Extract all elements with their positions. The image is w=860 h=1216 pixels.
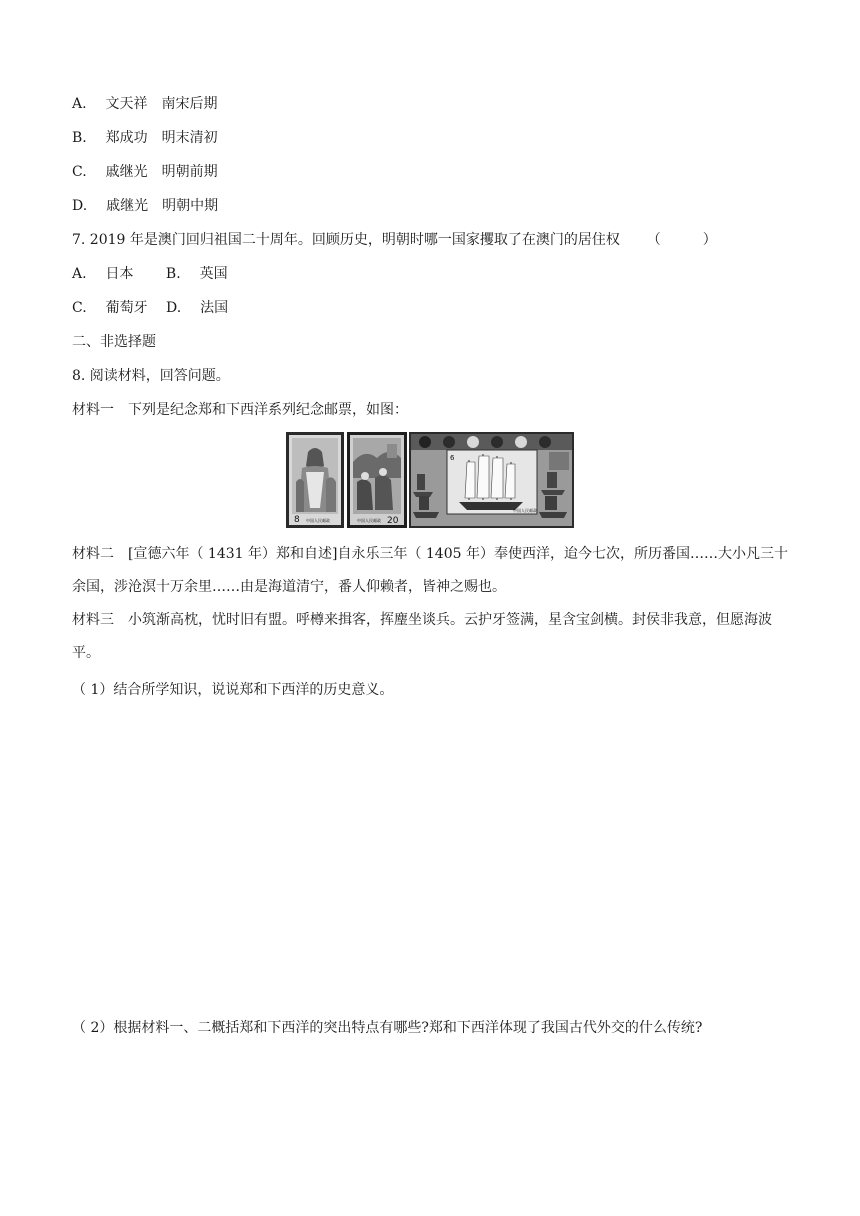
stamp-value: 6 — [450, 454, 455, 462]
option-b — [72, 128, 218, 148]
question-7-options-row-1 — [72, 264, 228, 284]
sub-question-2: （ 2）根据材料一、二概括郑和下西洋的突出特点有哪些?郑和下西洋体现了我国古代外交的什么传统? — [72, 1020, 703, 1036]
question-7-options-row-2 — [72, 298, 228, 318]
option-text: 葡萄牙 — [105, 300, 148, 316]
answer-paren: （ ） — [646, 232, 717, 248]
option-text: 戚继光 明朝中期 — [106, 198, 219, 214]
option-letter: C. — [72, 164, 87, 180]
option-text: 日本 — [105, 266, 134, 282]
option-letter: C. — [72, 300, 87, 316]
option-d — [72, 196, 218, 216]
option-letter: A. — [72, 266, 87, 282]
question-text: 7. 2019 年是澳门回归祖国二十周年。回顾历史，明朝时哪一国家攫取了在澳门的居住权 — [72, 232, 620, 248]
material-2: 材料二 [宣德六年（ 1431 年）郑和自述]自永乐三年（ 1405 年）奉使西洋，迨今七次，所历番国……大小凡三十余国，涉沧溟十万余里……由是海道清宁，番人仰赖者，皆神之赐也。 — [72, 546, 788, 595]
option-text: 法国 — [200, 300, 229, 316]
material-1: 材料一 下列是纪念郑和下西洋系列纪念邮票，如图： — [72, 402, 408, 418]
option-letter: D. — [166, 300, 182, 316]
stamp-fleet-sheet — [409, 432, 574, 528]
stamp-caption: 中国人民邮政 — [306, 518, 330, 523]
commemorative-stamps-image — [286, 432, 574, 528]
question-8-stem: 8. 阅读材料，回答问题。 — [72, 368, 230, 384]
option-text: 英国 — [199, 266, 228, 282]
sub-question-1: （ 1）结合所学知识，说说郑和下西洋的历史意义。 — [72, 682, 394, 698]
option-letter: B. — [165, 266, 181, 282]
option-letter: A. — [72, 96, 87, 112]
option-c — [72, 162, 218, 182]
option-text: 戚继光 明朝前期 — [105, 164, 218, 180]
stamp-scene — [347, 432, 407, 528]
stamp-value: 8 — [294, 515, 300, 525]
section-heading: 二、非选择题 — [72, 334, 156, 350]
stamp-value: 20 — [387, 516, 399, 526]
option-a — [72, 94, 217, 114]
question-7-stem — [72, 230, 717, 250]
stamp-portrait — [286, 432, 344, 528]
option-text: 文天祥 南宋后期 — [105, 96, 218, 112]
option-letter: D. — [72, 198, 88, 214]
option-letter: B. — [72, 130, 87, 146]
stamp-caption: 中国人民邮政 — [513, 508, 537, 513]
option-text: 郑成功 明末清初 — [105, 130, 218, 146]
material-3: 材料三 小筑渐高枕，忧时旧有盟。呼樽来揖客，挥麈坐谈兵。云护牙签满，星含宝剑横。封侯非我意，但愿海波平。 — [72, 612, 772, 661]
stamp-caption: 中国人民邮政 — [357, 518, 381, 523]
